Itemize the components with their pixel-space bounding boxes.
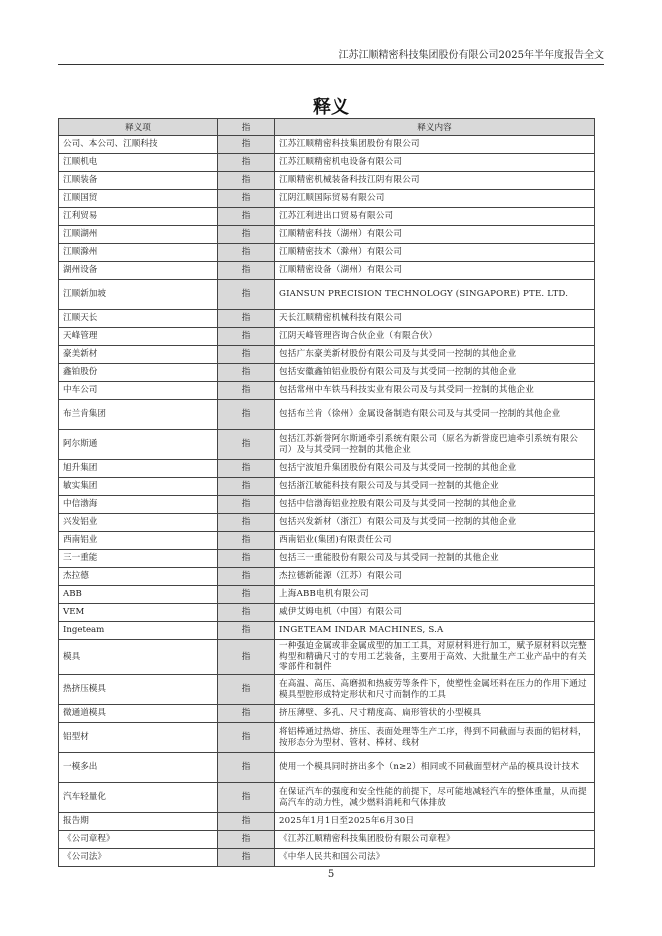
desc-cell: 挤压薄壁、多孔、尺寸精度高、扁形管状的小型模具 xyxy=(275,705,595,723)
mid-cell: 指 xyxy=(218,532,275,550)
desc-cell: 包括安徽鑫铂铝业股份有限公司及与其受同一控制的其他企业 xyxy=(275,364,595,382)
mid-cell: 指 xyxy=(218,568,275,586)
term-cell: 江顺国贸 xyxy=(59,190,218,208)
table-row xyxy=(59,310,595,328)
table-row xyxy=(59,532,595,550)
term-cell: 湖州设备 xyxy=(59,262,218,280)
mid-cell: 指 xyxy=(218,190,275,208)
glossary-table xyxy=(58,118,595,867)
table-row xyxy=(59,280,595,310)
desc-cell: INGETEAM INDAR MACHINES, S.A xyxy=(275,622,595,640)
term-cell: 鑫铂股份 xyxy=(59,364,218,382)
desc-cell: 包括三一重能股份有限公司及与其受同一控制的其他企业 xyxy=(275,550,595,568)
desc-cell: 江顺精密机械装备科技江阴有限公司 xyxy=(275,172,595,190)
table-row xyxy=(59,244,595,262)
mid-cell: 指 xyxy=(218,364,275,382)
table-row xyxy=(59,172,595,190)
table-row xyxy=(59,460,595,478)
term-cell: 江顺天长 xyxy=(59,310,218,328)
term-cell: 旭升集团 xyxy=(59,460,218,478)
mid-cell: 指 xyxy=(218,280,275,310)
mid-cell: 指 xyxy=(218,831,275,849)
table-row xyxy=(59,514,595,532)
term-cell: 布兰肯集团 xyxy=(59,400,218,430)
term-cell: 报告期 xyxy=(59,813,218,831)
term-cell: VEM xyxy=(59,604,218,622)
mid-cell: 指 xyxy=(218,154,275,172)
mid-cell: 指 xyxy=(218,262,275,280)
term-cell: 汽车轻量化 xyxy=(59,783,218,813)
desc-cell: 江苏江顺精密机电设备有限公司 xyxy=(275,154,595,172)
table-row xyxy=(59,136,595,154)
desc-cell: 2025年1月1日至2025年6月30日 xyxy=(275,813,595,831)
mid-cell: 指 xyxy=(218,346,275,364)
table-header-row xyxy=(59,119,595,136)
term-cell: 热挤压模具 xyxy=(59,675,218,705)
mid-cell: 指 xyxy=(218,478,275,496)
term-cell: 江顺装备 xyxy=(59,172,218,190)
desc-cell: 包括宁波旭升集团股份有限公司及与其受同一控制的其他企业 xyxy=(275,460,595,478)
term-cell: 西南铝业 xyxy=(59,532,218,550)
desc-cell: 江顺精密科技（湖州）有限公司 xyxy=(275,226,595,244)
table-row xyxy=(59,723,595,753)
table-row xyxy=(59,604,595,622)
table-row xyxy=(59,262,595,280)
mid-cell: 指 xyxy=(218,226,275,244)
mid-cell: 指 xyxy=(218,723,275,753)
desc-cell: GIANSUN PRECISION TECHNOLOGY (SINGAPORE) PTE. LTD. xyxy=(275,280,595,310)
mid-cell: 指 xyxy=(218,328,275,346)
table-row xyxy=(59,622,595,640)
table-row xyxy=(59,382,595,400)
desc-cell: 上海ABB电机有限公司 xyxy=(275,586,595,604)
desc-cell: 江阴江顺国际贸易有限公司 xyxy=(275,190,595,208)
desc-cell: 在高温、高压、高磨损和热疲劳等条件下，使塑性金属坯料在压力的作用下通过模具型腔形成特定形状和尺寸而制作的工具 xyxy=(275,675,595,705)
term-cell: 江顺滁州 xyxy=(59,244,218,262)
term-cell: 一模多出 xyxy=(59,753,218,783)
desc-cell: 威伊艾姆电机（中国）有限公司 xyxy=(275,604,595,622)
mid-cell: 指 xyxy=(218,310,275,328)
term-cell: 阿尔斯通 xyxy=(59,430,218,460)
mid-cell: 指 xyxy=(218,675,275,705)
table-row xyxy=(59,640,595,675)
desc-cell: 《江苏江顺精密科技集团股份有限公司章程》 xyxy=(275,831,595,849)
table-row xyxy=(59,208,595,226)
desc-cell: 在保证汽车的强度和安全性能的前提下，尽可能地减轻汽车的整体重量，从而提高汽车的动力性，减少燃料消耗和气体排放 xyxy=(275,783,595,813)
mid-cell: 指 xyxy=(218,640,275,675)
term-cell: 公司、本公司、江顺科技 xyxy=(59,136,218,154)
term-cell: 《公司章程》 xyxy=(59,831,218,849)
term-cell: 《公司法》 xyxy=(59,849,218,867)
term-cell: ABB xyxy=(59,586,218,604)
mid-cell: 指 xyxy=(218,604,275,622)
mid-cell: 指 xyxy=(218,783,275,813)
table-row xyxy=(59,226,595,244)
mid-cell: 指 xyxy=(218,430,275,460)
desc-cell: 包括兴发新材（浙江）有限公司及与其受同一控制的其他企业 xyxy=(275,514,595,532)
mid-cell: 指 xyxy=(218,849,275,867)
desc-cell: 使用一个模具同时挤出多个（n≥2）相同或不同截面型材产品的模具设计技术 xyxy=(275,753,595,783)
table-row xyxy=(59,849,595,867)
table-row xyxy=(59,568,595,586)
mid-cell: 指 xyxy=(218,208,275,226)
desc-cell: 包括江苏新誉阿尔斯通牵引系统有限公司（原名为新誉庞巴迪牵引系统有限公司）及与其受同一控制的其他企业 xyxy=(275,430,595,460)
desc-cell: 杰拉德新能源（江苏）有限公司 xyxy=(275,568,595,586)
mid-cell: 指 xyxy=(218,496,275,514)
desc-cell: 包括中信渤海铝业控股有限公司及与其受同一控制的其他企业 xyxy=(275,496,595,514)
term-cell: 杰拉德 xyxy=(59,568,218,586)
table-row xyxy=(59,478,595,496)
table-row xyxy=(59,783,595,813)
table-row xyxy=(59,496,595,514)
term-cell: 豪美新材 xyxy=(59,346,218,364)
term-cell: 微通道模具 xyxy=(59,705,218,723)
page-number: 5 xyxy=(327,869,335,880)
term-cell: 江顺湖州 xyxy=(59,226,218,244)
term-cell: 江顺新加坡 xyxy=(59,280,218,310)
table-row xyxy=(59,831,595,849)
page-title: 释义 xyxy=(313,97,349,118)
desc-cell: 一种强迫金属或非金属成型的加工工具，对原材料进行加工，赋予原材料以完整构型和精确尺寸的专用工艺装备，主要用于高效、大批量生产工业产品中的有关零部件和制件 xyxy=(275,640,595,675)
term-cell: 中车公司 xyxy=(59,382,218,400)
page-header: 江苏江顺精密科技集团股份有限公司2025年半年度报告全文 xyxy=(58,46,604,65)
term-cell: 江利贸易 xyxy=(59,208,218,226)
table-row xyxy=(59,430,595,460)
table-row xyxy=(59,675,595,705)
desc-cell: 包括浙江敏能科技有限公司及与其受同一控制的其他企业 xyxy=(275,478,595,496)
mid-cell: 指 xyxy=(218,705,275,723)
mid-cell: 指 xyxy=(218,460,275,478)
column-header-term: 释义项 xyxy=(59,119,218,136)
table-row xyxy=(59,328,595,346)
mid-cell: 指 xyxy=(218,382,275,400)
mid-cell: 指 xyxy=(218,586,275,604)
mid-cell: 指 xyxy=(218,514,275,532)
term-cell: 天峰管理 xyxy=(59,328,218,346)
term-cell: 兴发铝业 xyxy=(59,514,218,532)
mid-cell: 指 xyxy=(218,244,275,262)
desc-cell: 江顺精密设备（湖州）有限公司 xyxy=(275,262,595,280)
term-cell: 敏实集团 xyxy=(59,478,218,496)
mid-cell: 指 xyxy=(218,550,275,568)
mid-cell: 指 xyxy=(218,622,275,640)
desc-cell: 将铝棒通过热熔、挤压、表面处理等生产工序，得到不同截面与表面的铝材料，按形态分为型材、管材、棒材、线材 xyxy=(275,723,595,753)
desc-cell: 江苏江利进出口贸易有限公司 xyxy=(275,208,595,226)
term-cell: 铝型材 xyxy=(59,723,218,753)
column-header-mid: 指 xyxy=(218,119,275,136)
term-cell: 江顺机电 xyxy=(59,154,218,172)
table-row xyxy=(59,154,595,172)
mid-cell: 指 xyxy=(218,753,275,783)
table-row xyxy=(59,346,595,364)
table-row xyxy=(59,364,595,382)
desc-cell: 包括常州中车铁马科技实业有限公司及与其受同一控制的其他企业 xyxy=(275,382,595,400)
mid-cell: 指 xyxy=(218,400,275,430)
term-cell: 三一重能 xyxy=(59,550,218,568)
desc-cell: 江苏江顺精密科技集团股份有限公司 xyxy=(275,136,595,154)
table-row xyxy=(59,753,595,783)
term-cell: 模具 xyxy=(59,640,218,675)
table-row xyxy=(59,550,595,568)
table-row xyxy=(59,813,595,831)
column-header-desc: 释义内容 xyxy=(275,119,595,136)
mid-cell: 指 xyxy=(218,172,275,190)
glossary-body xyxy=(59,136,595,867)
desc-cell: 《中华人民共和国公司法》 xyxy=(275,849,595,867)
table-row xyxy=(59,190,595,208)
term-cell: 中信渤海 xyxy=(59,496,218,514)
table-row xyxy=(59,586,595,604)
table-row xyxy=(59,705,595,723)
mid-cell: 指 xyxy=(218,813,275,831)
desc-cell: 西南铝业(集团)有限责任公司 xyxy=(275,532,595,550)
desc-cell: 包括广东豪美新材股份有限公司及与其受同一控制的其他企业 xyxy=(275,346,595,364)
desc-cell: 包括布兰肯（徐州）金属设备制造有限公司及与其受同一控制的其他企业 xyxy=(275,400,595,430)
term-cell: Ingeteam xyxy=(59,622,218,640)
desc-cell: 江阴天峰管理咨询合伙企业（有限合伙） xyxy=(275,328,595,346)
desc-cell: 江顺精密技术（滁州）有限公司 xyxy=(275,244,595,262)
table-row xyxy=(59,400,595,430)
mid-cell: 指 xyxy=(218,136,275,154)
desc-cell: 天长江顺精密机械科技有限公司 xyxy=(275,310,595,328)
